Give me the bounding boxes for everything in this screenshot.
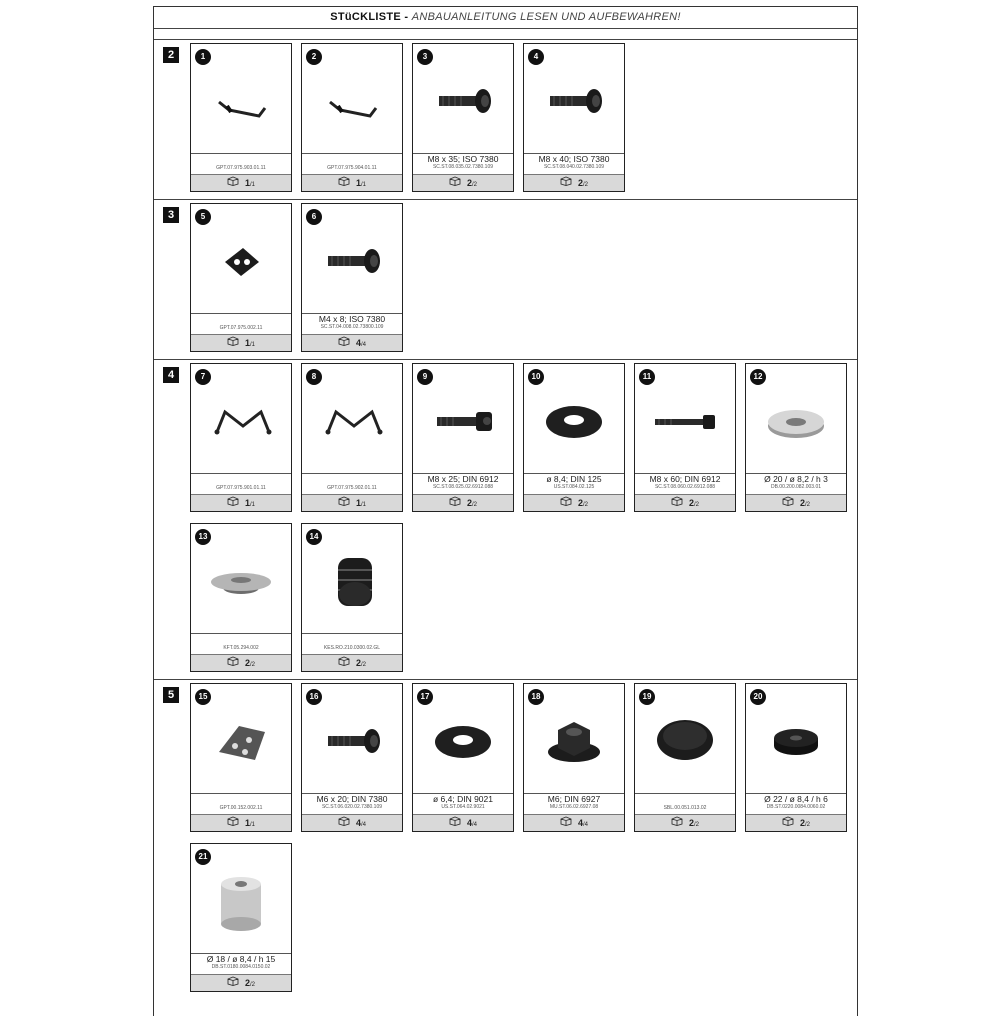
part-spec: M6; DIN 6927	[547, 794, 601, 804]
part-card	[190, 43, 292, 192]
part-card	[412, 683, 514, 832]
package-icon	[449, 175, 461, 192]
quantity-total: /1	[361, 502, 367, 508]
part-number-badge: 6	[306, 209, 322, 225]
part-number-badge: 3	[417, 49, 433, 65]
package-icon	[227, 495, 239, 512]
part-quantity	[746, 814, 846, 831]
part-info	[302, 633, 402, 654]
quantity-total: /1	[250, 822, 256, 828]
package-icon	[782, 495, 794, 512]
package-icon	[338, 655, 350, 672]
part-card	[745, 683, 847, 832]
frame-part-icon	[310, 382, 394, 462]
part-info	[191, 633, 291, 654]
part-number-badge: 17	[417, 689, 433, 705]
part-card	[301, 43, 403, 192]
quantity-total: /2	[250, 662, 256, 668]
frame-part-icon	[199, 382, 283, 462]
part-number-badge: 13	[195, 529, 211, 545]
part-number-badge: 14	[306, 529, 322, 545]
part-code: US.ST.084.02.125	[553, 484, 595, 490]
quantity-value: 1	[244, 178, 250, 188]
part-info	[524, 153, 624, 174]
part-quantity	[302, 494, 402, 511]
long-screw-icon	[643, 382, 727, 462]
quantity-value: 2	[688, 818, 694, 828]
part-info	[191, 473, 291, 494]
part-spec: M8 x 40; ISO 7380	[538, 154, 610, 164]
part-code: SC.ST.08.035.02.7380.109	[432, 164, 494, 170]
part-quantity	[635, 814, 735, 831]
flange-nut-icon	[532, 702, 616, 782]
washer-icon	[421, 702, 505, 782]
quantity-total: /2	[805, 822, 811, 828]
step-number-5: 5	[163, 687, 179, 703]
part-card	[190, 203, 292, 352]
package-icon	[338, 495, 350, 512]
quantity-total: /2	[472, 182, 478, 188]
part-number-badge: 5	[195, 209, 211, 225]
quantity-total: /2	[472, 502, 478, 508]
rubber-spacer-icon	[754, 702, 838, 782]
part-quantity	[413, 174, 513, 191]
part-quantity	[191, 974, 291, 991]
part-code: MU.ST.06.02.6927.08	[549, 804, 599, 810]
part-number-badge: 12	[750, 369, 766, 385]
quantity-value: 2	[466, 178, 472, 188]
part-code: GPT.00.152.002.11	[219, 805, 263, 811]
part-spec: M8 x 60; DIN 6912	[649, 474, 721, 484]
step-number-4: 4	[163, 367, 179, 383]
part-card	[634, 363, 736, 512]
part-quantity	[302, 814, 402, 831]
quantity-value: 2	[244, 658, 250, 668]
bracket-part-icon	[199, 62, 283, 142]
package-icon	[671, 495, 683, 512]
parts-list-header	[154, 7, 857, 29]
part-quantity	[635, 494, 735, 511]
part-info	[302, 473, 402, 494]
quantity-value: 2	[799, 818, 805, 828]
cap-plug-icon	[643, 702, 727, 782]
part-code: KES.RO.210.0300.02.GL	[323, 645, 381, 651]
part-spec: Ø 20 / ø 8,2 / h 3	[764, 474, 828, 484]
steel-spacer-icon	[199, 862, 283, 942]
part-code: KFT.05.294.002	[223, 645, 259, 651]
part-quantity	[524, 494, 624, 511]
package-icon	[227, 655, 239, 672]
quantity-value: 4	[577, 818, 583, 828]
part-info	[191, 793, 291, 814]
package-icon	[560, 815, 572, 832]
part-info	[746, 793, 846, 814]
quantity-value: 2	[244, 978, 250, 988]
part-code: SBL.00.051.013.02	[663, 805, 707, 811]
part-card	[412, 43, 514, 192]
part-code: SC.ST.08.040.02.7380.109	[543, 164, 605, 170]
part-info	[635, 473, 735, 494]
adapter-plate-icon	[199, 702, 283, 782]
button-head-screw-icon	[421, 62, 505, 142]
quantity-value: 1	[244, 498, 250, 508]
quantity-total: /1	[250, 502, 256, 508]
section-divider	[154, 679, 857, 680]
part-code: GPT.07.975.002.11	[219, 325, 263, 331]
part-quantity	[302, 654, 402, 671]
part-info	[413, 793, 513, 814]
package-icon	[227, 815, 239, 832]
part-number-badge: 10	[528, 369, 544, 385]
part-info	[635, 793, 735, 814]
quantity-total: /4	[583, 822, 589, 828]
quantity-total: /1	[361, 182, 367, 188]
part-info	[413, 153, 513, 174]
part-code: GPT.07.975.901.01.11	[216, 485, 266, 491]
package-icon	[671, 815, 683, 832]
part-card	[523, 683, 625, 832]
quantity-value: 2	[577, 178, 583, 188]
section-divider	[154, 359, 857, 360]
button-head-screw-icon	[532, 62, 616, 142]
part-quantity	[413, 814, 513, 831]
part-code: GPT.07.975.902.01.11	[327, 485, 377, 491]
section-divider	[154, 199, 857, 200]
part-quantity	[191, 654, 291, 671]
part-card	[745, 363, 847, 512]
quantity-total: /2	[361, 662, 367, 668]
part-number-badge: 16	[306, 689, 322, 705]
part-card	[634, 683, 736, 832]
package-icon	[560, 175, 572, 192]
part-quantity	[191, 334, 291, 351]
package-icon	[338, 175, 350, 192]
part-spec: Ø 18 / ø 8,4 / h 15	[206, 954, 276, 964]
quantity-value: 4	[466, 818, 472, 828]
package-icon	[449, 815, 461, 832]
part-code: SC.ST.04.008.02.73800.109	[320, 324, 384, 330]
quantity-total: /2	[694, 502, 700, 508]
package-icon	[338, 335, 350, 352]
quantity-total: /4	[472, 822, 478, 828]
quantity-value: 4	[355, 338, 361, 348]
flanged-bushing-icon	[199, 542, 283, 622]
part-info	[191, 313, 291, 334]
part-card	[301, 203, 403, 352]
part-quantity	[524, 814, 624, 831]
part-code: SC.ST.08.025.02.6912.088	[432, 484, 494, 490]
tube-plug-icon	[310, 542, 394, 622]
quantity-value: 2	[799, 498, 805, 508]
parts-list-subtitle: ANBAUANLEITUNG LESEN UND AUFBEWAHREN!	[411, 11, 681, 23]
part-number-badge: 19	[639, 689, 655, 705]
quantity-value: 2	[355, 658, 361, 668]
part-quantity	[302, 334, 402, 351]
quantity-value: 1	[244, 818, 250, 828]
part-card	[301, 363, 403, 512]
quantity-total: /4	[361, 822, 367, 828]
part-info	[413, 473, 513, 494]
part-spec: M6 x 20; DIN 7380	[316, 794, 388, 804]
parts-list-title: STüCKLISTE -	[330, 11, 409, 23]
quantity-value: 2	[688, 498, 694, 508]
part-quantity	[746, 494, 846, 511]
part-number-badge: 9	[417, 369, 433, 385]
part-code: GPT.07.975.904.01.11	[327, 165, 377, 171]
washer-icon	[532, 382, 616, 462]
part-number-badge: 2	[306, 49, 322, 65]
part-card	[190, 843, 292, 992]
package-icon	[227, 975, 239, 992]
package-icon	[449, 495, 461, 512]
quantity-value: 2	[466, 498, 472, 508]
part-info	[302, 793, 402, 814]
part-number-badge: 4	[528, 49, 544, 65]
quantity-value: 1	[355, 498, 361, 508]
part-quantity	[302, 174, 402, 191]
part-code: US.ST.064.02.9021	[441, 804, 485, 810]
button-head-screw-icon	[310, 702, 394, 782]
part-info	[302, 313, 402, 334]
part-card	[523, 363, 625, 512]
part-code: SC.ST.06.020.02.7380.109	[321, 804, 383, 810]
part-info	[746, 473, 846, 494]
quantity-total: /2	[805, 502, 811, 508]
part-number-badge: 15	[195, 689, 211, 705]
part-number-badge: 21	[195, 849, 211, 865]
part-quantity	[191, 494, 291, 511]
step-number-3: 3	[163, 207, 179, 223]
quantity-value: 1	[355, 178, 361, 188]
spacer-ring-icon	[754, 382, 838, 462]
part-spec: ø 8,4; DIN 125	[546, 474, 602, 484]
part-number-badge: 11	[639, 369, 655, 385]
part-card	[190, 523, 292, 672]
part-info	[524, 793, 624, 814]
parts-list-sheet	[153, 6, 858, 1016]
part-info	[524, 473, 624, 494]
quantity-total: /1	[250, 342, 256, 348]
part-card	[301, 683, 403, 832]
part-card	[190, 683, 292, 832]
button-head-screw-icon	[310, 222, 394, 302]
quantity-value: 2	[577, 498, 583, 508]
part-quantity	[191, 174, 291, 191]
part-card	[190, 363, 292, 512]
part-number-badge: 18	[528, 689, 544, 705]
quantity-total: /1	[250, 182, 256, 188]
part-info	[191, 953, 291, 974]
quantity-total: /2	[583, 182, 589, 188]
mounting-plate-icon	[199, 222, 283, 302]
step-number-2: 2	[163, 47, 179, 63]
part-quantity	[413, 494, 513, 511]
part-number-badge: 20	[750, 689, 766, 705]
quantity-total: /4	[361, 342, 367, 348]
package-icon	[560, 495, 572, 512]
part-number-badge: 1	[195, 49, 211, 65]
quantity-value: 4	[355, 818, 361, 828]
package-icon	[227, 335, 239, 352]
part-card	[301, 523, 403, 672]
part-number-badge: 8	[306, 369, 322, 385]
part-quantity	[524, 174, 624, 191]
socket-head-screw-icon	[421, 382, 505, 462]
part-code: DB.ST.0180.0084.0150.02	[211, 964, 271, 970]
part-spec: M8 x 35; ISO 7380	[427, 154, 499, 164]
quantity-total: /2	[250, 982, 256, 988]
package-icon	[227, 175, 239, 192]
part-card	[523, 43, 625, 192]
quantity-total: /2	[583, 502, 589, 508]
bracket-part-icon	[310, 62, 394, 142]
package-icon	[338, 815, 350, 832]
part-code: DB.ST.0220.0084.0060.02	[766, 804, 826, 810]
part-spec: Ø 22 / ø 8,4 / h 6	[764, 794, 828, 804]
part-code: SC.ST.08.060.02.6912.088	[654, 484, 716, 490]
part-spec: ø 6,4; DIN 9021	[432, 794, 493, 804]
part-code: GPT.07.975.903.01.11	[216, 165, 266, 171]
part-quantity	[191, 814, 291, 831]
package-icon	[782, 815, 794, 832]
quantity-value: 1	[244, 338, 250, 348]
part-info	[191, 153, 291, 174]
quantity-total: /2	[694, 822, 700, 828]
part-info	[302, 153, 402, 174]
section-divider	[154, 39, 857, 40]
part-card	[412, 363, 514, 512]
part-spec: M8 x 25; DIN 6912	[427, 474, 499, 484]
part-code: DB.00.200.082.003.01	[770, 484, 822, 490]
part-number-badge: 7	[195, 369, 211, 385]
part-spec: M4 x 8; ISO 7380	[318, 314, 386, 324]
